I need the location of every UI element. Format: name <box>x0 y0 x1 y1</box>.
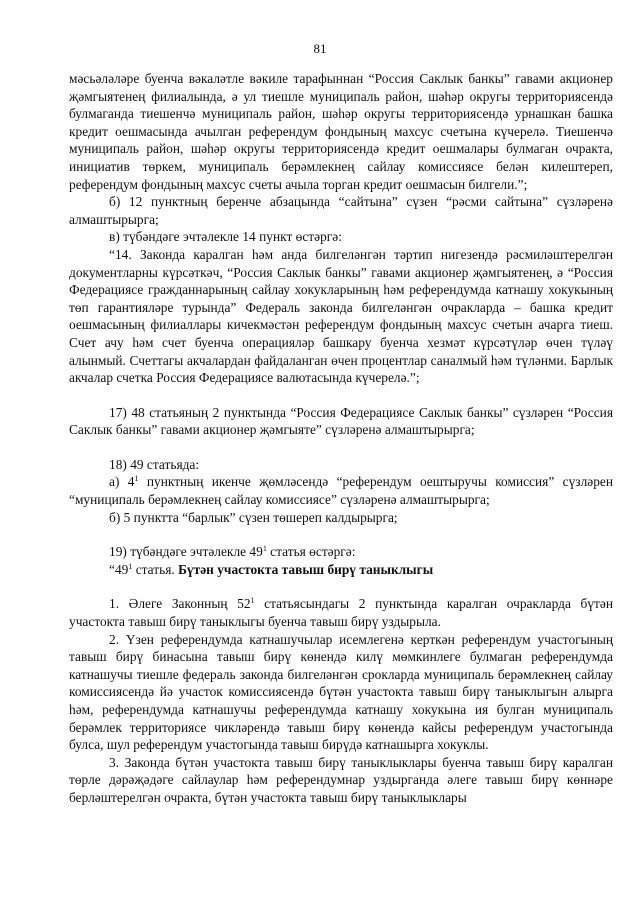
text-run: 1. Әлеге Законның 52 <box>109 596 251 612</box>
paragraph <box>69 543 613 561</box>
superscript: 1 <box>250 596 255 606</box>
paragraph: 17) 48 статьяның 2 пунктында “Россия Федерациясе Саклык банкы” сүзләрен “Россия Саклык банкы” гавами акционер җәмгыяте” сүзләренә алмаштырырга; <box>69 404 613 438</box>
paragraph <box>69 473 613 508</box>
document-body <box>69 70 613 807</box>
text-run: статья өстәргә: <box>266 544 356 560</box>
page-number: 81 <box>313 41 327 56</box>
paragraph: “14. Законда каралган һәм анда билгеләнгән тәртип нигезендә рәсмиләштерелгән документларны күрсәткәч, “Россия Саклык банкы” гавами акционер җәмгыятенең, ә “Россия Федерациясе гражданнарының сайлау хокукларының һәм референдумда катнашу хокукының төп гарантияләре турында” Федераль законда билгеләнгән очракларда – башка кредит оешмасының филиаллары кичекмәстән референдум фондының махсус счетын ачарга тиеш. Счет ачу һәм счет буенча операцияләр башкару буенча хезмәт күрсәтүләр өчен түләү алынмый. Счеттагы акчалардан файдаланган өчен процентлар саналмый һәм түләнми. Барлык акчалар счетка Россия Федерациясе валютасында күчерелә.”; <box>69 246 613 386</box>
paragraph <box>69 595 613 630</box>
superscript: 1 <box>128 561 133 571</box>
paragraph: 2. Үзен референдумда катнашучылар исемлегенә керткән референдум участогының тавыш бирү бинасына тавыш бирү көнендә килү мөмкинлеге булмаган референдумда катнашучы тиешле федераль законда билгеләнгән срокларда муниципаль берәмлекнең сайлау комиссиясендә йә участок комиссиясендә бүтән участокта тавыш бирү таныклыгын алырга һәм, референдумда катнашучы референдумда катнашу хокукына ия булган муниципаль берәмлек территориясе чикләрендә тавыш бирү көнендә кайсы референдум участогында булса, шул референдум участогында тавыш бирүдә катнашырга хокуклы. <box>69 631 613 753</box>
text-run: пунктның икенче җөмләсендә “референдум оештыручы комиссия” сүзләрен “муниципаль берәмлекнең сайлау комиссиясе” сүзләренә алмаштырырга; <box>69 474 613 508</box>
paragraph: 18) 49 статьяда: <box>109 456 200 472</box>
article-heading <box>69 561 613 579</box>
article-title: Бүтән участокта тавыш бирү таныклыгы <box>178 561 434 577</box>
text-run: статьясындагы 2 пунктында каралган очракларда бүтән участокта тавыш бирү таныклыгы буенча тавыш бирү уздырыла. <box>69 596 613 630</box>
text-run: 19) түбәндәге эчтәлекле 49 <box>109 544 263 560</box>
text-run: а) 4 <box>109 474 135 490</box>
paragraph: б) 12 пунктның беренче абзацында “сайтына” сүзен “рәсми сайтына” сүзләренә алмаштырырга; <box>69 194 613 227</box>
paragraph: в) түбәндәге эчтәлекле 14 пункт өстәргә: <box>109 229 342 245</box>
superscript: 1 <box>134 474 139 484</box>
superscript: 1 <box>262 544 267 554</box>
paragraph: 3. Законда бүтән участокта тавыш бирү таныклыклары буенча тавыш бирү каралган төрле дәрәҗәдәге сайлаулар һәм референдумнар уздырганда әлеге тавыш бирү көннәре берләштерелгән очракта, бүтән участокта тавыш бирү таныклыклары <box>69 754 613 805</box>
text-run: “49 <box>109 561 129 577</box>
paragraph: б) 5 пунктта “барлык” сүзен төшереп калдырырга; <box>109 509 398 525</box>
paragraph: мәсьәләләре буенча вәкаләтле вәкиле тарафыннан “Россия Саклык банкы” гавами акционер җәмгыятенең филиалында, ә ул тиешле муниципаль район, шәһәр округы территориясендә булмаганда тиешенчә муниципаль район, шәһәр округы территориясендә урнашкан башка кредит оешмасында ачылган референдум фондының махсус счетына күчерелә. Тиешенчә муниципаль район, шәһәр округы территориясендә кредит оешмалары булмаган очракта, инициатив төркем, муниципаль берәмлекнең сайлау комиссиясе белән килештереп, референдум фондының махсус счеты ачыла торган кредит оешмасын билгели.”; <box>69 71 613 192</box>
text-run: статья. <box>132 561 179 577</box>
